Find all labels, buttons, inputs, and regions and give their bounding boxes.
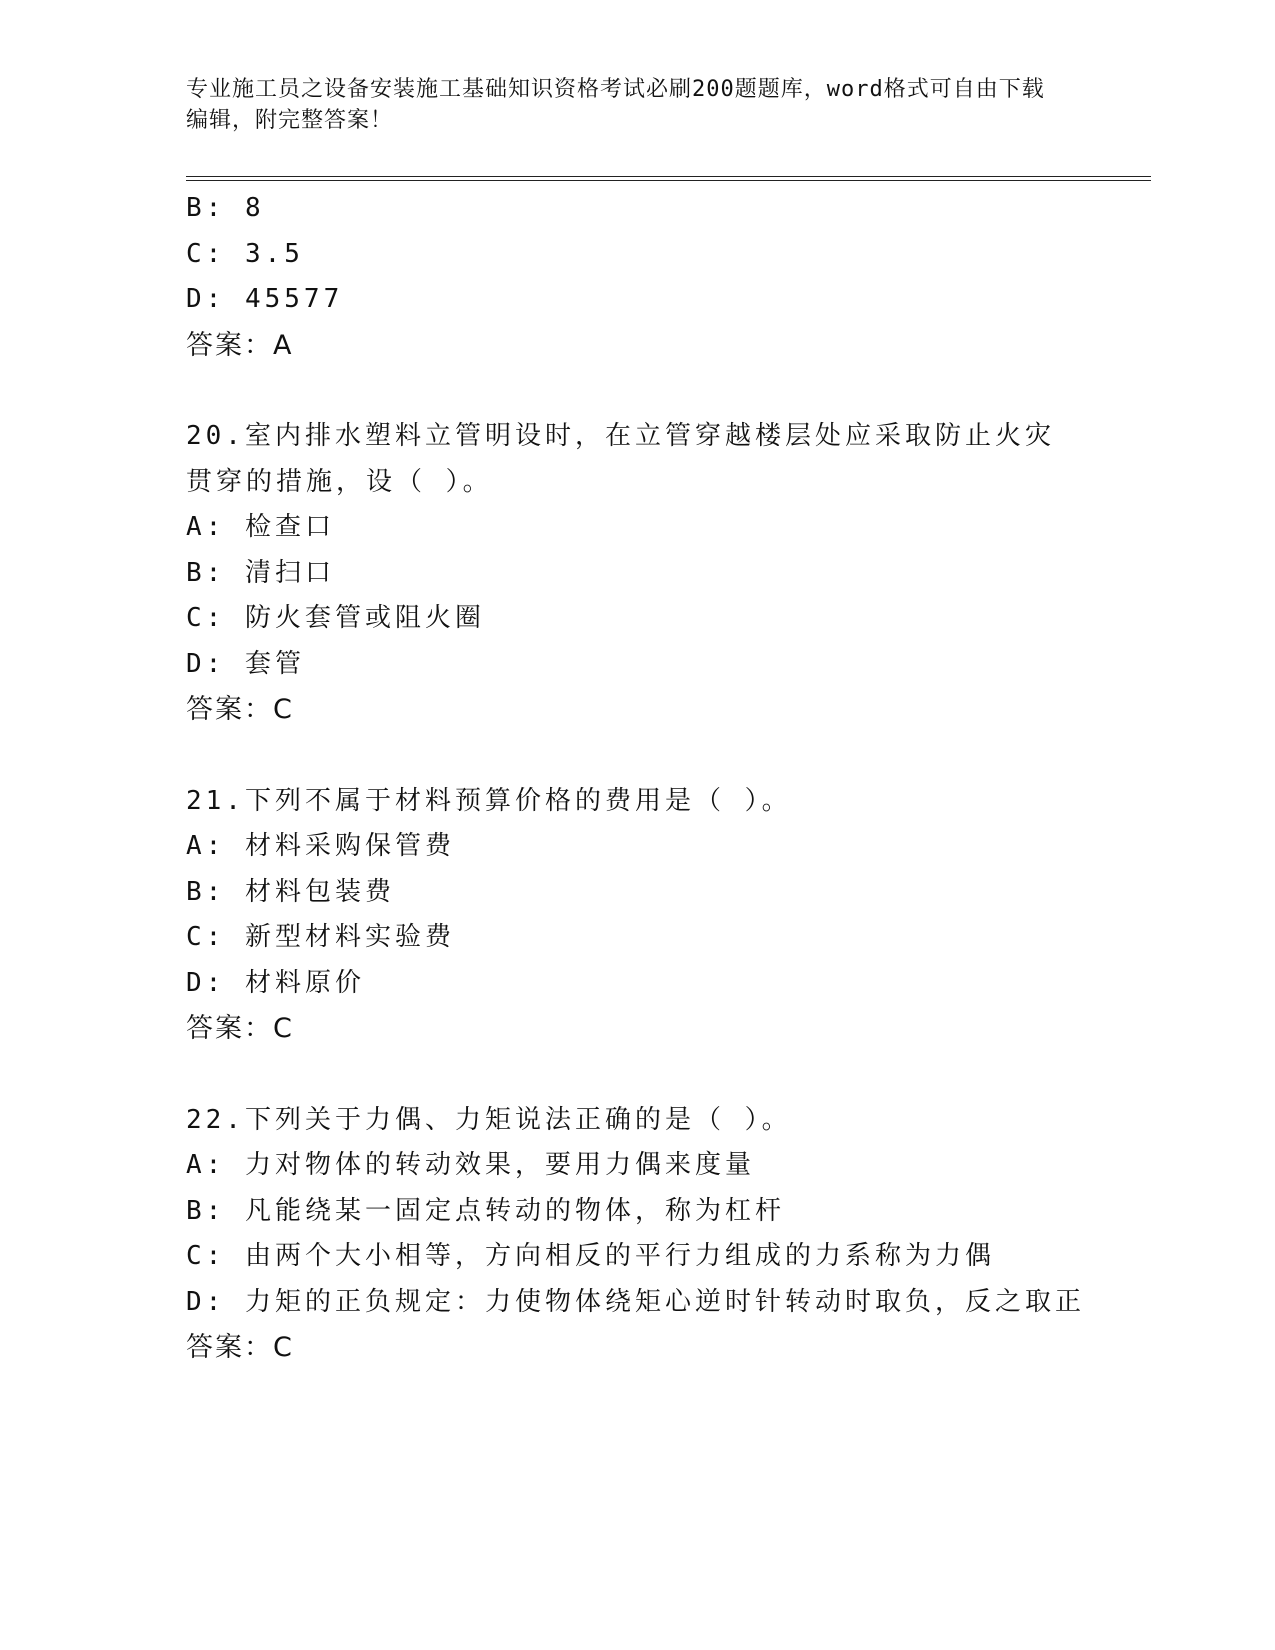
question-stem: 21.下列不属于材料预算价格的费用是（ ）。 bbox=[186, 785, 792, 816]
answer-line: 答案：C bbox=[186, 1013, 294, 1044]
question-block-22 bbox=[186, 1098, 1086, 1371]
option-d: D: 45577 bbox=[186, 284, 344, 314]
spacer bbox=[186, 733, 1086, 779]
option-c: C: 3.5 bbox=[186, 238, 304, 269]
option-d: D: 力矩的正负规定：力使物体绕矩心逆时针转动时取负，反之取正 bbox=[186, 1286, 1085, 1317]
option-b: B: 8 bbox=[186, 193, 265, 223]
option-b: B: 凡能绕某一固定点转动的物体，称为杠杆 bbox=[186, 1195, 785, 1226]
spacer bbox=[186, 1052, 1086, 1098]
question-stem: 20.室内排水塑料立管明设时，在立管穿越楼层处应采取防止火灾贯穿的措施，设（ ）。 bbox=[186, 421, 1055, 497]
option-c: C: 新型材料实验费 bbox=[186, 922, 455, 952]
option-c: C: 防火套管或阻火圈 bbox=[186, 603, 485, 633]
question-list bbox=[186, 186, 1086, 1371]
answer-line: 答案：C bbox=[186, 1332, 294, 1363]
document-header-title: 专业施工员之设备安装施工基础知识资格考试必刷200题题库，word格式可自由下载编辑，附完整答案！ bbox=[186, 77, 1045, 133]
question-block-19 bbox=[186, 186, 1086, 368]
answer-line: 答案：A bbox=[186, 329, 294, 361]
header-divider bbox=[186, 176, 1151, 181]
question-block-20 bbox=[186, 414, 1086, 733]
option-d: D: 材料原价 bbox=[186, 967, 365, 998]
spacer bbox=[186, 368, 1086, 414]
option-b: B: 材料包装费 bbox=[186, 876, 395, 907]
option-a: A: 力对物体的转动效果，要用力偶来度量 bbox=[186, 1150, 755, 1180]
option-a: A: 检查口 bbox=[186, 512, 335, 542]
option-d: D: 套管 bbox=[186, 648, 305, 679]
answer-line: 答案：C bbox=[186, 694, 294, 725]
option-b: B: 清扫口 bbox=[186, 557, 335, 588]
question-block-21 bbox=[186, 779, 1086, 1052]
option-a: A: 材料采购保管费 bbox=[186, 831, 455, 861]
question-stem: 22.下列关于力偶、力矩说法正确的是（ ）。 bbox=[186, 1104, 792, 1135]
option-c: C: 由两个大小相等，方向相反的平行力组成的力系称为力偶 bbox=[186, 1241, 995, 1271]
